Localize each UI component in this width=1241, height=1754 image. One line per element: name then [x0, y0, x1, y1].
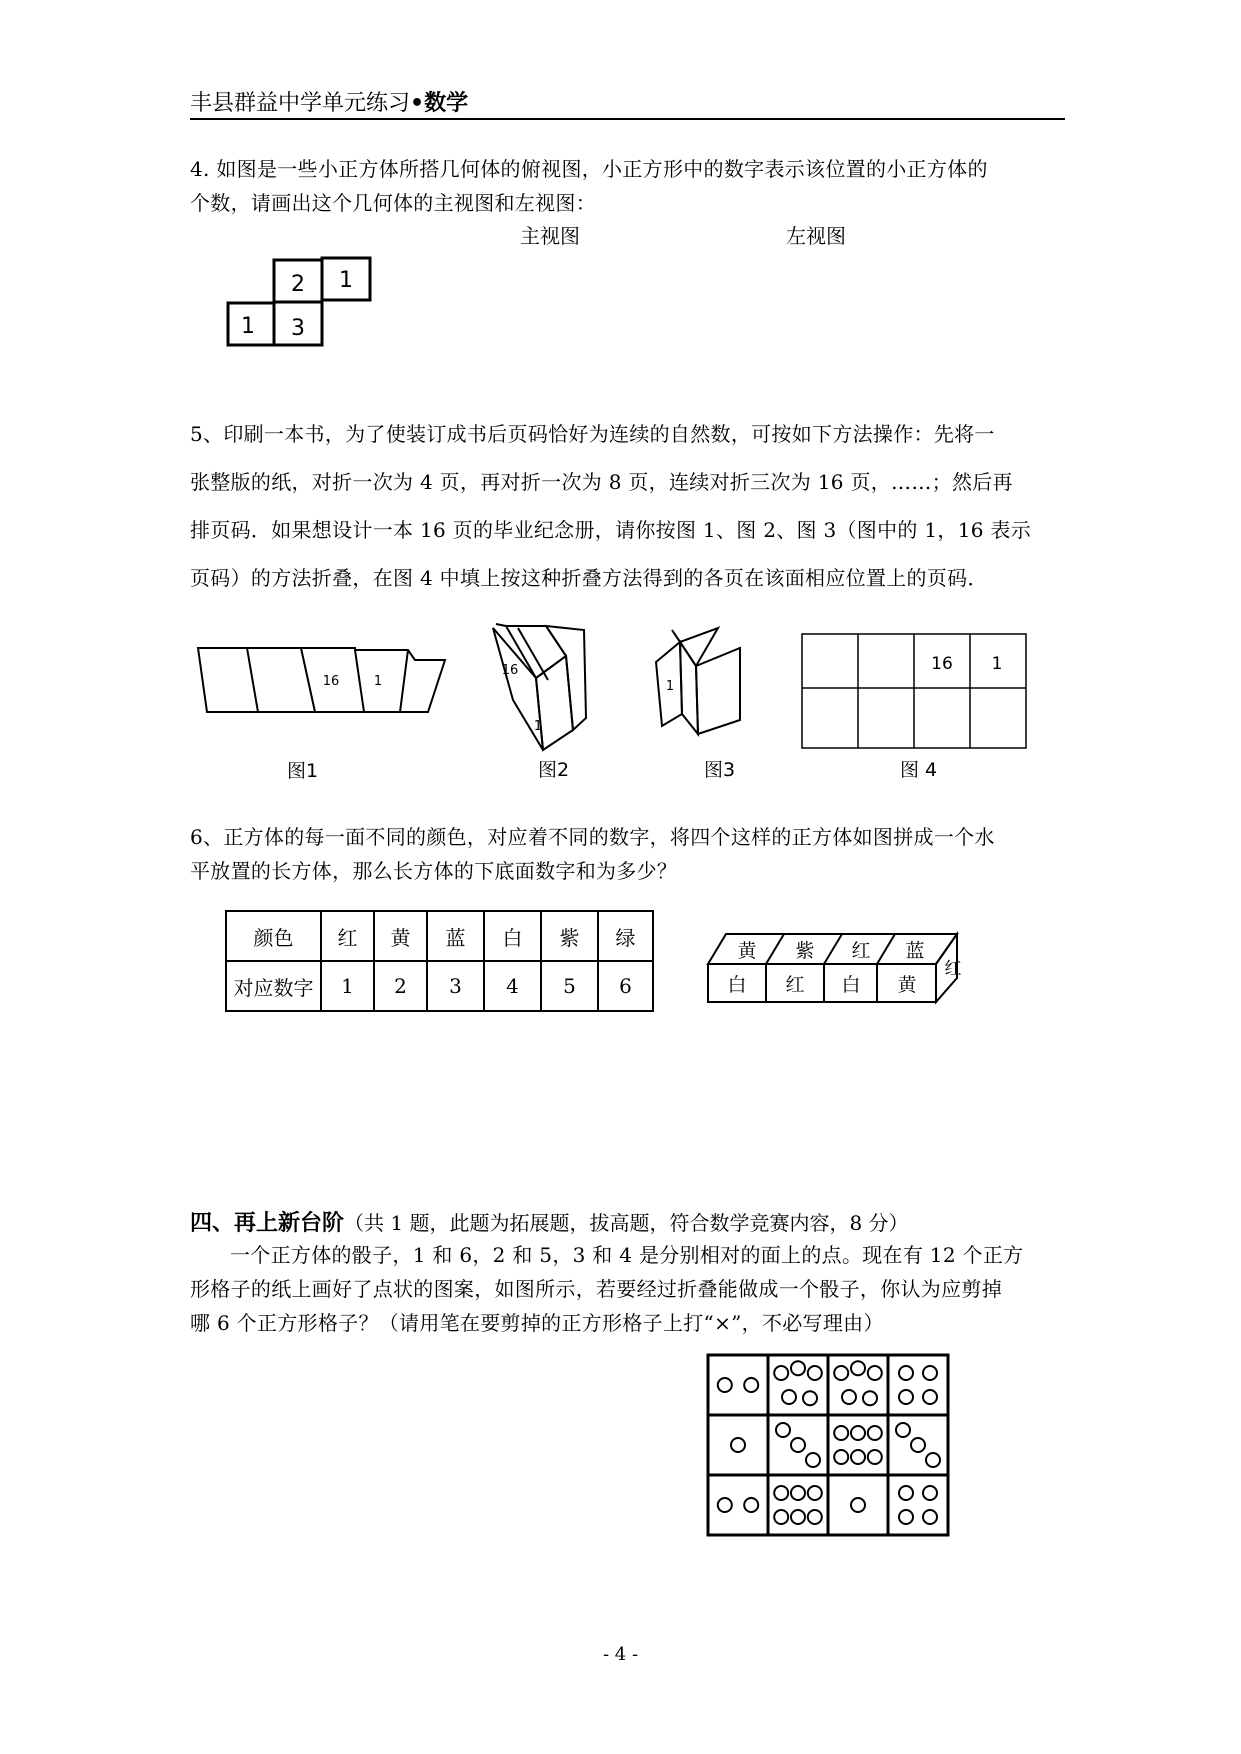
section4-line2: 形格子的纸上画好了点状的图案，如图所示，若要经过折叠能做成一个骰子，你认为应剪掉: [190, 1277, 1002, 1301]
dice-pip: [851, 1498, 865, 1512]
dice-pip: [842, 1390, 856, 1404]
fig3-folded-twice: [648, 622, 748, 747]
dice-pip: [868, 1426, 882, 1440]
fig4-page-1: 1: [991, 654, 1003, 674]
dice-cell[interactable]: [899, 1366, 937, 1404]
prism-front-face: 黄: [897, 974, 917, 996]
fig4-page-16: 16: [931, 654, 953, 674]
dice-pip: [774, 1510, 788, 1524]
dice-pip: [863, 1391, 877, 1405]
table-cell: 2: [374, 961, 427, 1011]
grid-number: 1: [339, 268, 353, 293]
dice-pip: [791, 1486, 805, 1500]
fig1-caption: 图1: [287, 760, 319, 782]
q6-text: [190, 820, 995, 888]
dice-pip: [744, 1498, 758, 1512]
table-cell: 5: [541, 961, 598, 1011]
color-number-table: [225, 910, 654, 1012]
dice-pip: [791, 1438, 805, 1452]
dice-pip: [808, 1366, 822, 1380]
table-header-cell: 颜色: [226, 911, 321, 961]
q4-line2: 个数，请画出这个几何体的主视图和左视图：: [190, 191, 596, 215]
dice-pip: [868, 1366, 882, 1380]
dice-pip: [808, 1510, 822, 1524]
dice-pip: [899, 1486, 913, 1500]
dice-pip: [896, 1423, 910, 1437]
fig1-page-16: 16: [322, 674, 340, 689]
dice-pip: [791, 1361, 805, 1375]
dice-cell[interactable]: [718, 1498, 758, 1512]
header-rule: [190, 118, 1065, 120]
dice-net-grid: [705, 1352, 955, 1542]
dice-pip: [782, 1390, 796, 1404]
q6-cuboid-prism: [705, 930, 970, 1010]
fig3-caption: 图3: [704, 759, 736, 781]
dice-pip: [923, 1486, 937, 1500]
dice-pip: [923, 1390, 937, 1404]
page-number: - 4 -: [602, 1644, 639, 1665]
table-cell: 6: [598, 961, 653, 1011]
grid-number: 1: [241, 314, 255, 339]
dice-pip: [911, 1438, 925, 1452]
table-cell: 3: [427, 961, 484, 1011]
table-cell: 1: [321, 961, 374, 1011]
q5-line4: 页码）的方法折叠，在图 4 中填上按这种折叠方法得到的各页在该面相应位置上的页码．: [190, 566, 988, 590]
dice-pip: [806, 1453, 820, 1467]
q4-left-label: 左视图: [786, 224, 846, 248]
fig4-caption: 图 4: [900, 759, 938, 781]
dice-cell[interactable]: [834, 1426, 882, 1464]
dice-pip: [834, 1450, 848, 1464]
dice-pip: [808, 1486, 822, 1500]
dice-cell[interactable]: [896, 1423, 940, 1467]
dice-pip: [776, 1423, 790, 1437]
table-header-cell: 绿: [598, 911, 653, 961]
prism-top-face: 红: [851, 940, 871, 962]
q5-line3: 排页码．如果想设计一本 16 页的毕业纪念册，请你按图 1、图 2、图 3（图中的 1，16 表示: [190, 518, 1031, 542]
q6-line2: 平放置的长方体，那么长方体的下底面数字和为多少？: [190, 859, 678, 883]
q4-line1: 4. 如图是一些小正方体所搭几何体的俯视图，小正方形中的数字表示该位置的小正方体的: [190, 157, 988, 181]
q4-front-label: 主视图: [520, 224, 580, 248]
prism-top-face: 黄: [737, 940, 757, 962]
q5-line1: 5、印刷一本书，为了使装订成书后页码恰好为连续的自然数，可按如下方法操作：先将一: [190, 422, 995, 446]
dice-pip: [899, 1390, 913, 1404]
dice-cell[interactable]: [834, 1361, 882, 1405]
table-cell: 对应数字: [226, 961, 321, 1011]
header-school: 丰县群益中学单元练习: [190, 91, 411, 116]
fig2-folded-once: [488, 620, 598, 760]
fig3-page-1: 1: [665, 679, 675, 694]
dice-pip: [791, 1510, 805, 1524]
section4-line3: 哪 6 个正方形格子？（请用笔在要剪掉的正方形格子上打“×”，不必写理由）: [190, 1311, 884, 1335]
dice-pip: [731, 1438, 745, 1452]
prism-top-face: 紫: [795, 940, 815, 962]
dice-pip: [851, 1426, 865, 1440]
prism-front-face: 白: [727, 974, 747, 996]
dice-cell[interactable]: [774, 1486, 822, 1524]
section4-title: 四、再上新台阶: [190, 1211, 345, 1236]
fig4-page-grid: [800, 632, 1030, 752]
header-subject: 数学: [424, 91, 469, 116]
q4-top-view-grid: [220, 255, 380, 355]
q5-line2: 张整版的纸，对折一次为 4 页，再对折一次为 8 页，连续对折三次为 16 页，……；然后再: [190, 470, 1013, 494]
dice-cell[interactable]: [899, 1486, 937, 1524]
table-header-cell: 紫: [541, 911, 598, 961]
dice-pip: [718, 1378, 732, 1392]
prism-front-face: 红: [785, 974, 805, 996]
page-header: [190, 86, 468, 117]
dice-pip: [803, 1391, 817, 1405]
dice-pip: [899, 1510, 913, 1524]
q4-text: [190, 152, 988, 220]
table-header-cell: 红: [321, 911, 374, 961]
fig2-caption: 图2: [538, 759, 570, 781]
dice-pip: [744, 1378, 758, 1392]
dice-pip: [868, 1450, 882, 1464]
table-header-cell: 白: [484, 911, 541, 961]
table-header-cell: 蓝: [427, 911, 484, 961]
dice-cell[interactable]: [731, 1438, 745, 1452]
fig1-page-1: 1: [373, 674, 383, 689]
dice-cell[interactable]: [774, 1361, 822, 1405]
table-row: [226, 961, 653, 1011]
dice-pip: [718, 1498, 732, 1512]
grid-number: 2: [291, 272, 305, 297]
section4-heading: [190, 1206, 909, 1237]
dice-pip: [926, 1453, 940, 1467]
dice-cell[interactable]: [776, 1423, 820, 1467]
dice-cell[interactable]: [718, 1378, 758, 1392]
dice-pip: [774, 1366, 788, 1380]
dice-pip: [834, 1366, 848, 1380]
section4-text: [190, 1238, 1023, 1340]
table-row: [226, 911, 653, 961]
dice-cell[interactable]: [851, 1498, 865, 1512]
dice-pip: [851, 1450, 865, 1464]
section4-line1: 一个正方体的骰子，1 和 6，2 和 5，3 和 4 是分别相对的面上的点。现在有 12 个正方: [230, 1243, 1024, 1267]
q6-line1: 6、正方体的每一面不同的颜色，对应着不同的数字，将四个这样的正方体如图拼成一个水: [190, 825, 995, 849]
section4-note: （共 1 题，此题为拓展题，拔高题，符合数学竞赛内容，8 分）: [344, 1211, 909, 1235]
dice-pip: [923, 1510, 937, 1524]
dice-pip: [923, 1366, 937, 1380]
prism-side-face: 红: [944, 959, 962, 979]
q5-text: [190, 410, 1031, 602]
dice-pip: [851, 1361, 865, 1375]
prism-front-face: 白: [841, 974, 861, 996]
dice-pip: [899, 1366, 913, 1380]
prism-top-face: 蓝: [905, 940, 925, 962]
grid-number: 3: [291, 316, 305, 341]
header-dot: •: [410, 91, 425, 116]
fig1-unfolded-strip: [195, 640, 450, 740]
fig2-page-1: 1: [533, 719, 543, 734]
fig2-page-16: 16: [501, 663, 519, 678]
dice-pip: [834, 1426, 848, 1440]
table-cell: 4: [484, 961, 541, 1011]
dice-pip: [774, 1486, 788, 1500]
table-header-cell: 黄: [374, 911, 427, 961]
